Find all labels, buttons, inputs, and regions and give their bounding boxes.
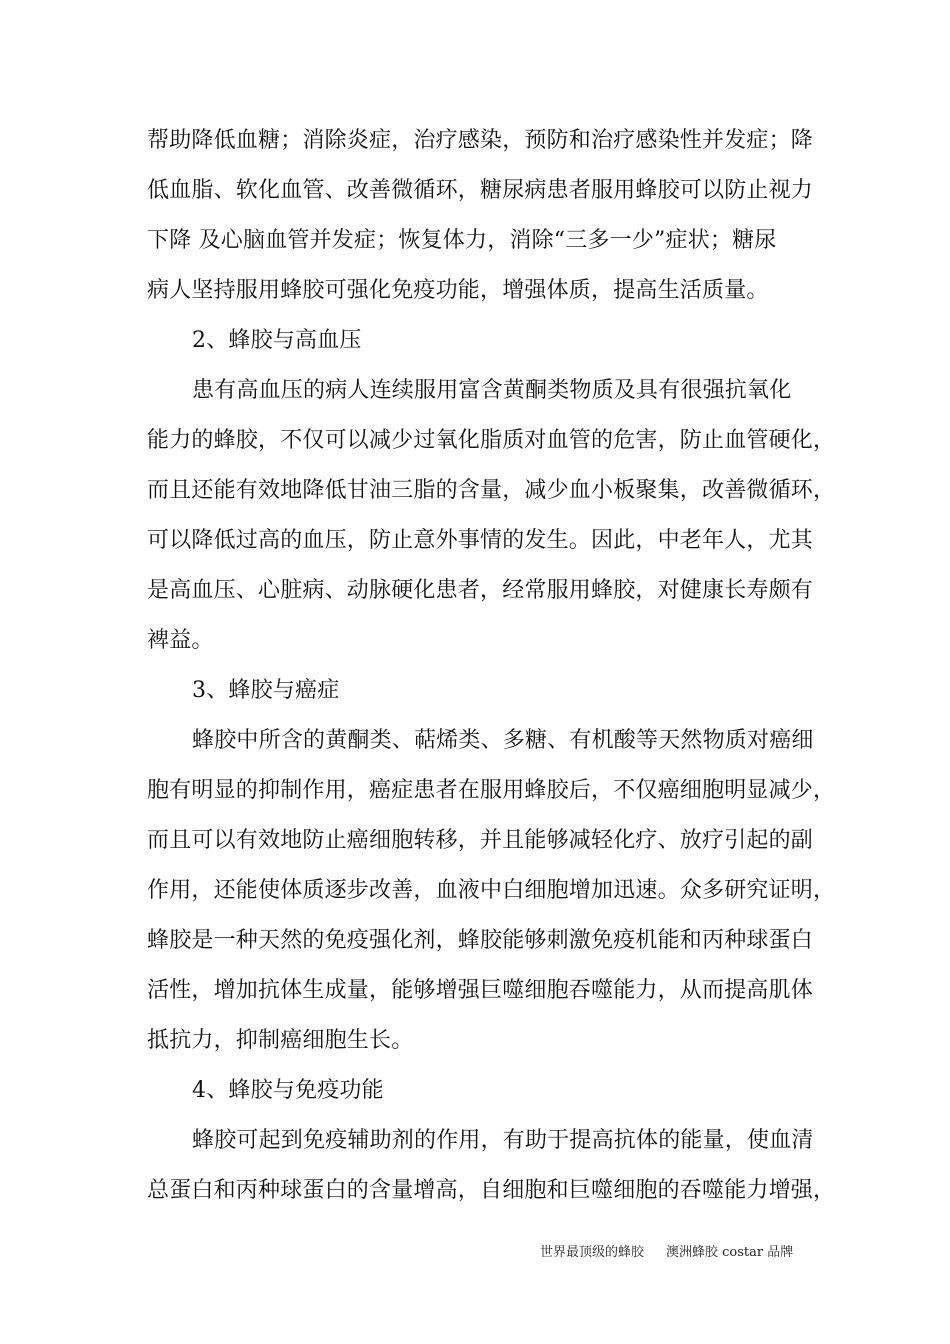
paragraph-line: 总蛋白和丙种球蛋白的含量增高，自细胞和巨噬细胞的吞噬能力增强， (147, 1178, 836, 1203)
section-heading: 4、蜂胶与免疫功能 (192, 1078, 384, 1103)
section-heading: 2、蜂胶与高血压 (192, 328, 362, 353)
paragraph-line: 病人坚持服用蜂胶可强化免疫功能，增强体质，提高生活质量。 (147, 278, 769, 303)
paragraph-line: 低血脂、软化血管、改善微循环，糖尿病患者服用蜂胶可以防止视力 (147, 178, 814, 203)
paragraph-line: 患有高血压的病人连续服用富含黄酮类物质及具有很强抗氧化 (192, 378, 792, 403)
paragraph-line: 而且还能有效地降低甘油三脂的含量，减少血小板聚集，改善微循环， (147, 478, 836, 503)
paragraph-line: 胞有明显的抑制作用，癌症患者在服用蜂胶后，不仅癌细胞明显减少， (147, 778, 836, 803)
footer-slogan: 世界最顶级的蜂胶 (540, 1245, 645, 1260)
paragraph-line: 作用，还能使体质逐步改善，血液中白细胞增加迅速。众多研究证明， (147, 878, 836, 903)
paragraph-line: 抵抗力，抑制癌细胞生长。 (147, 1028, 414, 1053)
paragraph-line: 而且可以有效地防止癌细胞转移，并且能够减轻化疗、放疗引起的副 (147, 828, 814, 853)
paragraph-line: 可以降低过高的血压，防止意外事情的发生。因此，中老年人，尤其 (147, 528, 814, 553)
footer-brand: 澳洲蜂胶 costar 品牌 (666, 1245, 794, 1260)
section-heading: 3、蜂胶与癌症 (192, 678, 340, 703)
paragraph-line: 活性，增加抗体生成量，能够增强巨噬细胞吞噬能力，从而提高肌体 (147, 978, 814, 1003)
paragraph-line: 蜂胶中所含的黄酮类、萜烯类、多糖、有机酸等天然物质对癌细 (192, 728, 814, 753)
paragraph-line: 是高血压、心脏病、动脉硬化患者，经常服用蜂胶，对健康长寿颇有 (147, 578, 814, 603)
paragraph-line: 帮助降低血糖；消除炎症，治疗感染，预防和治疗感染性并发症；降 (147, 128, 814, 153)
page-footer (540, 1244, 793, 1262)
paragraph-line: 下降 及心脑血管并发症；恢复体力，消除“三多一少”症状；糖尿 (147, 228, 777, 253)
paragraph-line: 能力的蜂胶，不仅可以减少过氧化脂质对血管的危害，防止血管硬化， (147, 428, 836, 453)
paragraph-line: 裨益。 (147, 628, 214, 653)
paragraph-line: 蜂胶是一种天然的免疫强化剂，蜂胶能够刺激免疫机能和丙种球蛋白 (147, 928, 814, 953)
paragraph-line: 蜂胶可起到免疫辅助剂的作用，有助于提高抗体的能量，使血清 (192, 1128, 814, 1153)
